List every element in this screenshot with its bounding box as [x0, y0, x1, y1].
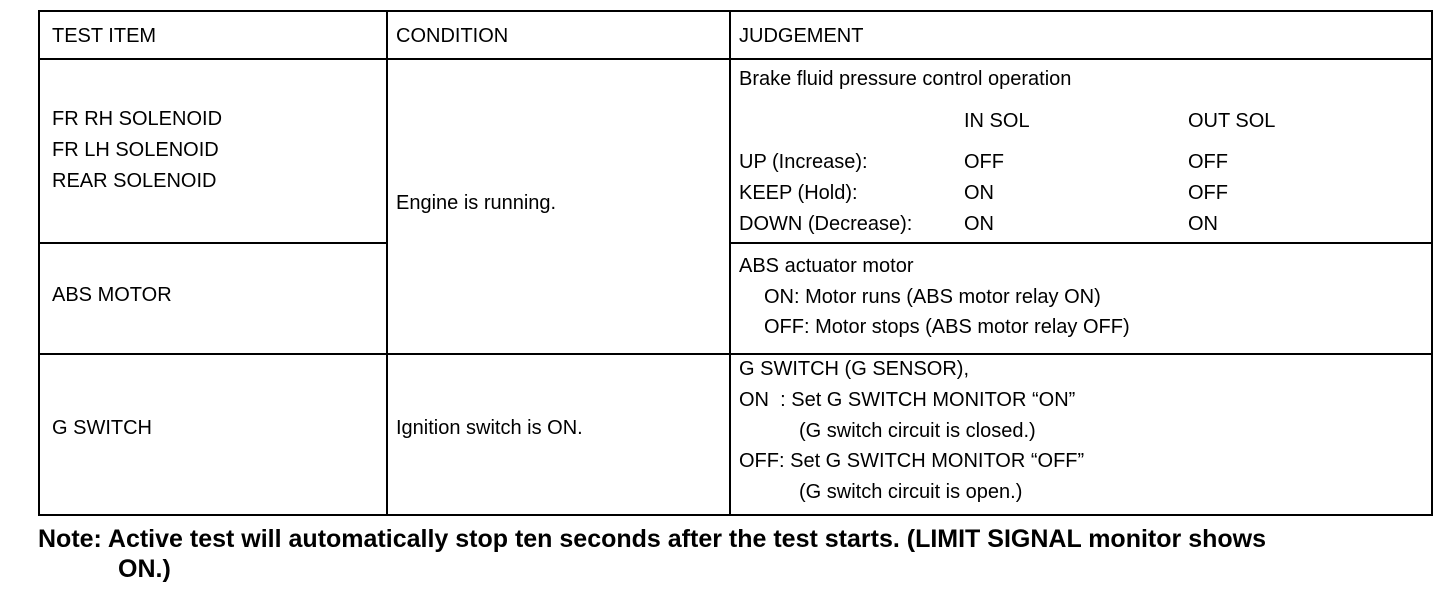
- mode-out-down: ON: [1188, 213, 1218, 235]
- g-switch-judgement-title: G SWITCH (G SENSOR),: [739, 358, 969, 380]
- header-condition: CONDITION: [396, 25, 509, 47]
- mode-out-keep: OFF: [1188, 182, 1228, 204]
- solenoid-item-fr-lh: FR LH SOLENOID: [52, 139, 219, 161]
- test-table: [38, 10, 1433, 516]
- footnote-line-1: Note: Active test will automatically stop ten seconds after the test starts. (LIMIT SIGNAL monitor shows: [38, 525, 1266, 553]
- g-switch-judgement-off: OFF: Set G SWITCH MONITOR “OFF”: [739, 450, 1085, 472]
- solenoid-col-out: OUT SOL: [1188, 110, 1276, 132]
- solenoid-judgement-title: Brake fluid pressure control operation: [739, 68, 1072, 90]
- abs-motor-judgement-off: OFF: Motor stops (ABS motor relay OFF): [764, 316, 1130, 338]
- footnote: [38, 524, 1433, 584]
- g-switch-judgement-on: ON : Set G SWITCH MONITOR “ON”: [739, 389, 1076, 411]
- header-divider: [40, 58, 1431, 60]
- row-divider-abs: [40, 353, 1431, 355]
- g-switch-judgement-on-detail: (G switch circuit is closed.): [799, 420, 1036, 442]
- mode-in-down: ON: [964, 213, 994, 235]
- condition-engine-running: Engine is running.: [396, 192, 557, 214]
- abs-motor-item: ABS MOTOR: [52, 284, 172, 306]
- footnote-line-2: ON.): [118, 555, 171, 583]
- g-switch-judgement-off-detail: (G switch circuit is open.): [799, 481, 1023, 503]
- mode-in-up: OFF: [964, 151, 1004, 173]
- solenoid-item-rear: REAR SOLENOID: [52, 170, 217, 192]
- vertical-divider-1: [386, 12, 388, 514]
- g-switch-item: G SWITCH: [52, 417, 152, 439]
- solenoid-col-in: IN SOL: [964, 110, 1030, 132]
- row-divider-solenoid-judgement: [729, 242, 1431, 244]
- mode-label-down: DOWN (Decrease):: [739, 213, 913, 235]
- solenoid-item-fr-rh: FR RH SOLENOID: [52, 108, 223, 130]
- mode-in-keep: ON: [964, 182, 994, 204]
- mode-label-keep: KEEP (Hold):: [739, 182, 858, 204]
- solenoid-items: [52, 104, 222, 197]
- mode-label-up: UP (Increase):: [739, 151, 868, 173]
- g-switch-condition: Ignition switch is ON.: [396, 417, 583, 439]
- header-test-item: TEST ITEM: [52, 25, 157, 47]
- abs-motor-judgement-on: ON: Motor runs (ABS motor relay ON): [764, 286, 1101, 308]
- header-judgement: JUDGEMENT: [739, 25, 864, 47]
- mode-out-up: OFF: [1188, 151, 1228, 173]
- abs-motor-judgement-title: ABS actuator motor: [739, 255, 914, 277]
- vertical-divider-2: [729, 12, 731, 514]
- row-divider-solenoid-item: [40, 242, 386, 244]
